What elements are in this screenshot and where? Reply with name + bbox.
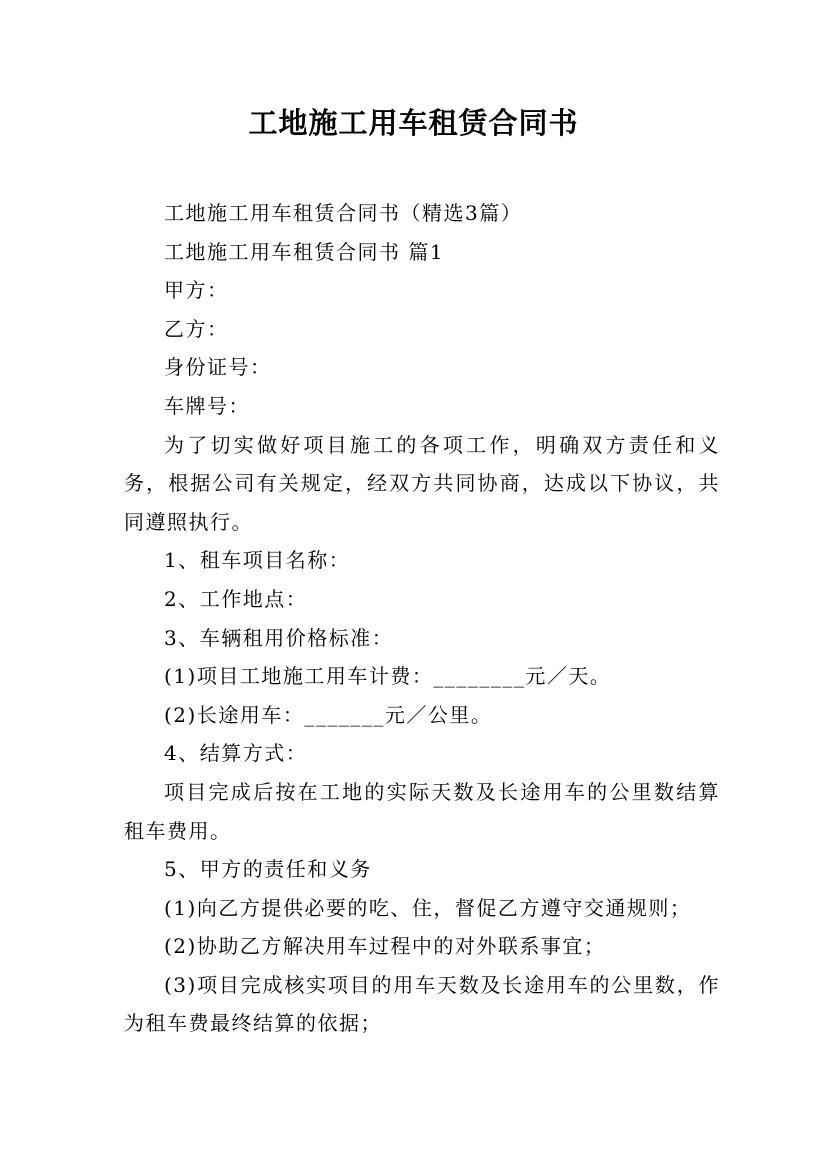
paragraph: 车牌号：	[164, 393, 250, 418]
paragraph: 3、车辆租用价格标准：	[164, 625, 394, 650]
paragraph: (1)项目工地施工用车计费：________元／天。	[164, 664, 612, 689]
paragraph: 乙方：	[164, 316, 229, 341]
paragraph: 为了切实做好项目施工的各项工作，明确双方责任和义务，根据公司有关规定，经双方共同协商，达成以下协议，共同遵照执行。	[124, 432, 720, 534]
paragraph: 5、甲方的责任和义务	[164, 857, 372, 882]
paragraph: (3)项目完成核实项目的用车天数及长途用车的公里数，作为租车费最终结算的依据；	[124, 972, 720, 1036]
paragraph: 身份证号：	[164, 355, 272, 380]
paragraph: 工地施工用车租赁合同书（精选3篇）	[164, 201, 523, 225]
paragraph: 甲方：	[164, 278, 229, 303]
document-body	[124, 194, 720, 1043]
paragraph: 项目完成后按在工地的实际天数及长途用车的公里数结算租车费用。	[124, 779, 720, 843]
paragraph: 4、结算方式：	[164, 741, 308, 766]
paragraph: (1)向乙方提供必要的吃、住，督促乙方遵守交通规则；	[164, 895, 692, 920]
paragraph: (2)长途用车：_______元／公里。	[164, 702, 493, 727]
paragraph: (2)协助乙方解决用车过程中的对外联系事宜；	[164, 934, 606, 959]
document-title: 工地施工用车租赁合同书	[248, 106, 579, 140]
paragraph: 1、租车项目名称：	[164, 548, 351, 573]
paragraph: 工地施工用车租赁合同书 篇1	[164, 239, 445, 264]
paragraph: 2、工作地点：	[164, 586, 308, 611]
